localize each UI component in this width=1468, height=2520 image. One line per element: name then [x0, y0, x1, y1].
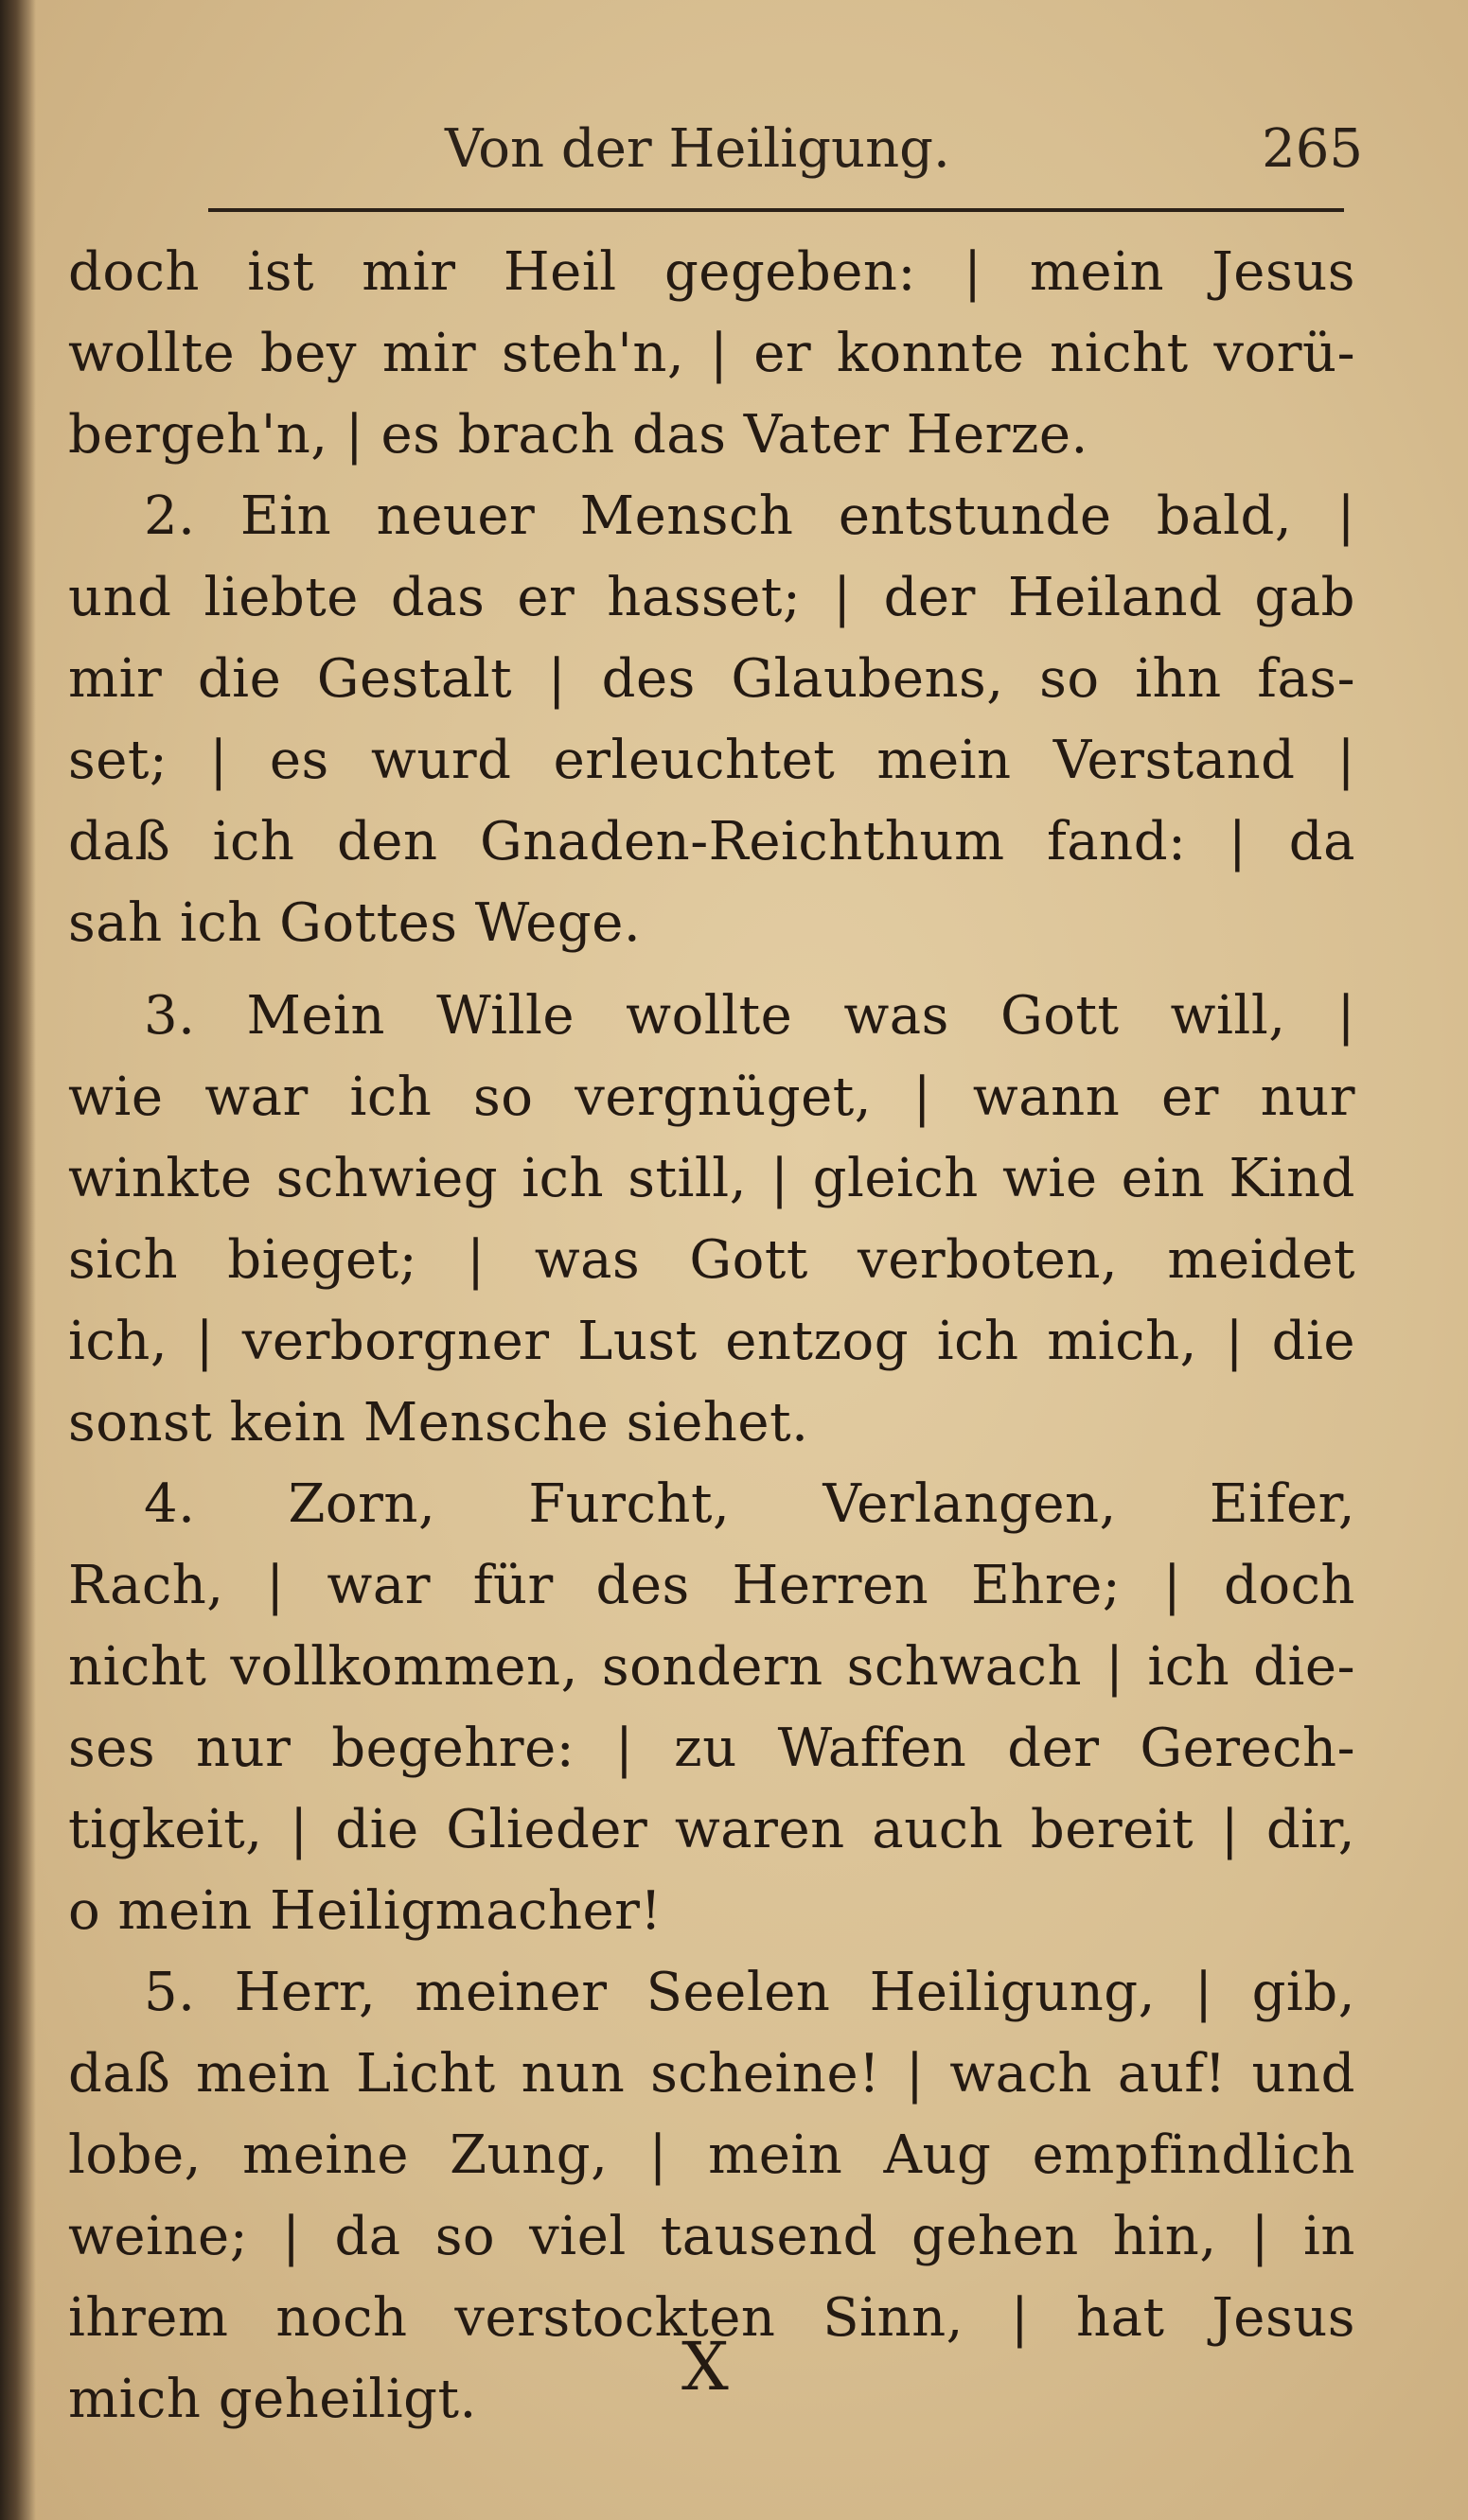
hymn-text [68, 232, 1355, 2441]
page-number: 265 [1262, 118, 1363, 180]
text-line: wie war ich so vergnüget, | wann er nur [68, 1066, 1355, 1128]
page-header [66, 109, 1363, 203]
verse-start-line: 4. Zorn, Furcht, Verlangen, Eifer, [144, 1473, 1355, 1535]
verse-start-line: 5. Herr, meiner Seelen Heiligung, | gib, [144, 1962, 1355, 2023]
text-line: weine; | da so viel tausend gehen hin, | in [68, 2206, 1355, 2267]
verse-start-line: 2. Ein neuer Mensch entstunde bald, | [144, 485, 1355, 547]
text-line: lobe, meine Zung, | mein Aug empfindlich [68, 2124, 1355, 2186]
signature-mark: X [681, 2328, 729, 2405]
running-head: Von der Heiligung. [445, 118, 950, 180]
book-gutter [0, 0, 36, 2520]
text-line: winkte schwieg ich still, | gleich wie ein Kind [68, 1148, 1355, 1209]
text-line: doch ist mir Heil gegeben: | mein Jesus [68, 241, 1355, 303]
text-line: bergeh'n, | es brach das Vater Herze. [68, 404, 1088, 466]
text-line: wollte bey mir steh'n, | er konnte nicht vorü- [68, 323, 1355, 384]
text-line: sah ich Gottes Wege. [68, 892, 642, 954]
text-line: tigkeit, | die Glieder waren auch bereit | dir, [68, 1799, 1355, 1860]
text-line: mir die Gestalt | des Glaubens, so ihn fas- [68, 648, 1355, 710]
text-line: sich bieget; | was Gott verboten, meidet [68, 1229, 1355, 1291]
verse-start-line: 3. Mein Wille wollte was Gott will, | [144, 985, 1355, 1047]
text-line: mich geheiligt. [68, 2369, 477, 2430]
header-rule [208, 208, 1344, 212]
text-line: set; | es wurd erleuchtet mein Verstand | [68, 730, 1355, 791]
text-line: Rach, | war für des Herren Ehre; | doch [68, 1555, 1355, 1616]
text-line: ich, | verborgner Lust entzog ich mich, | die [68, 1311, 1355, 1372]
text-line: daß ich den Gnaden-Reichthum fand: | da [68, 811, 1355, 872]
text-line: und liebte das er hasset; | der Heiland gab [68, 567, 1355, 628]
text-line: ses nur begehre: | zu Waffen der Gerech- [68, 1718, 1355, 1779]
text-line: o mein Heiligmacher! [68, 1880, 663, 1942]
text-line: daß mein Licht nun scheine! | wach auf! und [68, 2043, 1355, 2105]
text-line: nicht vollkommen, sondern schwach | ich die- [68, 1636, 1355, 1698]
text-line: sonst kein Mensche siehet. [68, 1392, 809, 1454]
text-line: ihrem noch verstockten Sinn, | hat Jesus [68, 2287, 1355, 2349]
